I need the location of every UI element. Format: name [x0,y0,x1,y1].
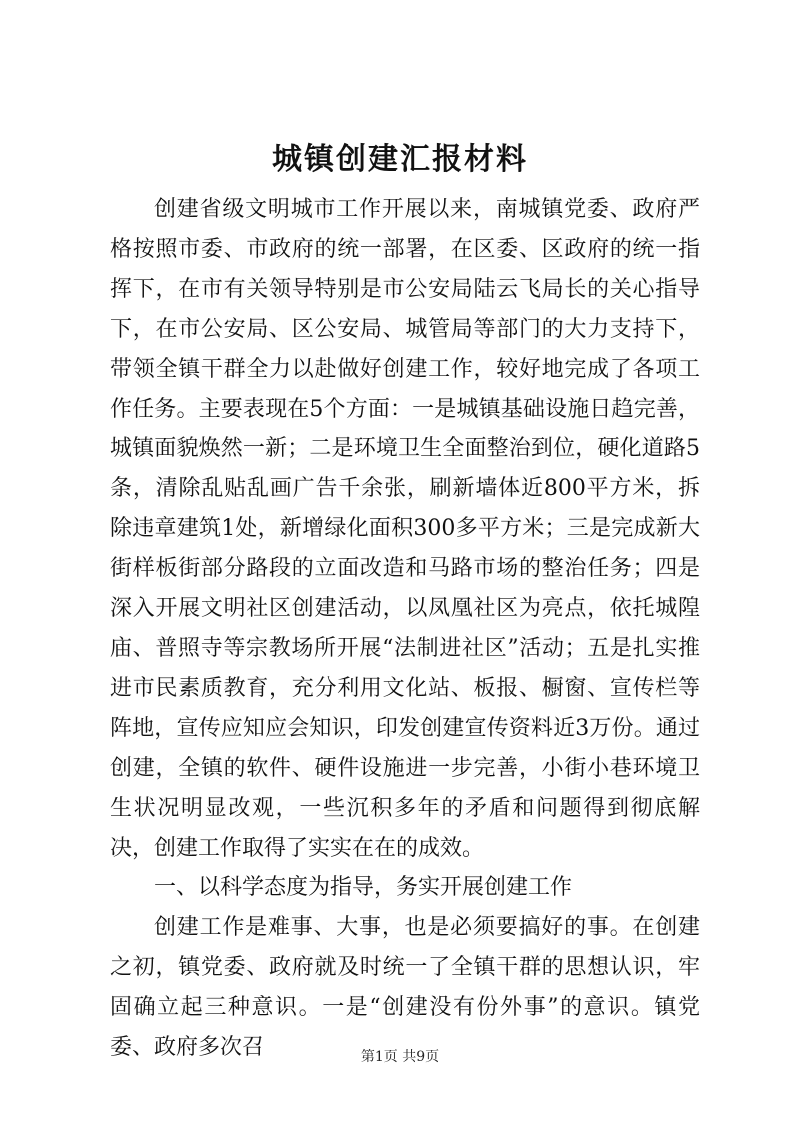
document-body [110,190,700,1068]
paragraph-section-1: 创建工作是难事、大事，也是必须要搞好的事。在创建之初，镇党委、政府就及时统一了全镇干群的思想认识，牢固确立起三种意识。一是“创建没有份外事”的意识。镇党委、政府多次召 [110,915,700,1061]
section-heading-1: 一、以科学态度为指导，务实开展创建工作 [154,875,573,901]
document-title: 城镇创建汇报材料 [272,142,528,177]
page-number-footer: 第1页 共9页 [360,1049,440,1065]
paragraph-intro: 创建省级文明城市工作开展以来，南城镇党委、政府严格按照市委、市政府的统一部署，在区委、区政府的统一指挥下，在市有关领导特别是市公安局陆云飞局长的关心指导下，在市公安局、区公安局、城管局等部门的大力支持下，带领全镇干群全力以赴做好创建工作，较好地完成了各项工作任务。主要表现在5个方面：一是城镇基础设施日趋完善，城镇面貌焕然一新；二是环境卫生全面整治到位，硬化道路5条，清除乱贴乱画广告千余张，刷新墙体近800平方米，拆除违章建筑1处，新增绿化面积300多平方米；三是完成新大街样板街部分路段的立面改造和马路市场的整治任务；四是深入开展文明社区创建活动，以凤凰社区为亮点，依托城隍庙、普照寺等宗教场所开展“法制进社区”活动；五是扎实推进市民素质教育，充分利用文化站、板报、橱窗、宣传栏等阵地，宣传应知应会知识，印发创建宣传资料近3万份。通过创建，全镇的软件、硬件设施进一步完善，小街小巷环境卫生状况明显改观，一些沉积多年的矛盾和问题得到彻底解决，创建工作取得了实实在在的成效。 [110,197,700,861]
